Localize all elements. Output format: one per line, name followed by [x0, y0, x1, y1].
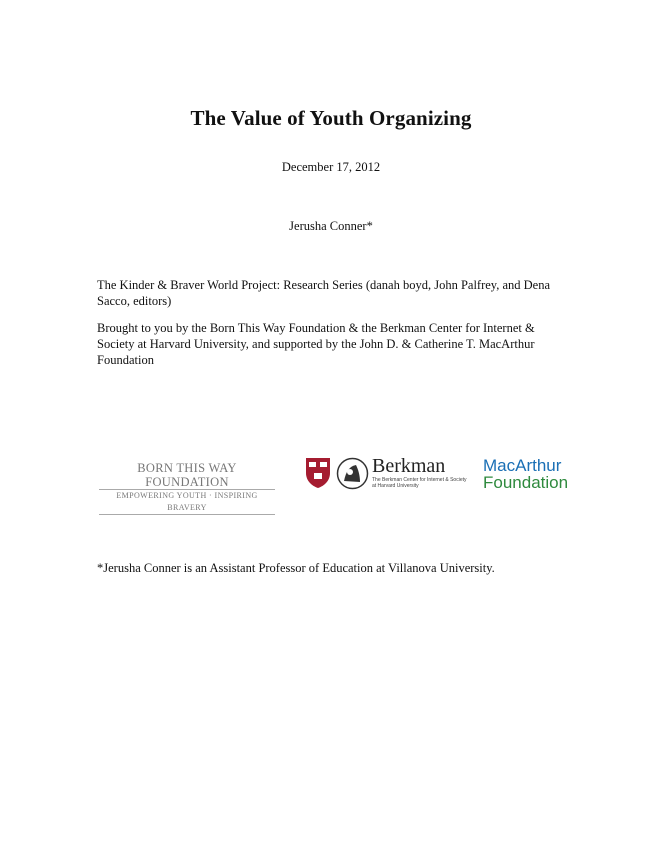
berkman-logo-name: Berkman: [372, 455, 446, 477]
sponsor-paragraph: Brought to you by the Born This Way Foundation & the Berkman Center for Internet & Society at Harvard University, and supported by the John D. & Catherine T. MacArthur Foundation: [97, 321, 535, 367]
born-this-way-logo-name: BORN THIS WAY FOUNDATION: [99, 461, 275, 490]
document-title: The Value of Youth Organizing: [190, 106, 472, 130]
series-paragraph: The Kinder & Braver World Project: Research Series (danah boyd, John Palfrey, and Dena Sacco, editors): [97, 278, 551, 308]
born-this-way-logo-tagline: EMPOWERING YOUTH · INSPIRING BRAVERY: [99, 490, 275, 515]
macarthur-logo-line1: MacArthur: [483, 456, 562, 475]
author-footnote: *Jerusha Conner is an Assistant Professor of Education at Villanova University.: [97, 561, 495, 575]
macarthur-logo-line2: Foundation: [483, 473, 569, 492]
document-date: December 17, 2012: [281, 160, 381, 174]
berkman-logo-subtitle: The Berkman Center for Internet & Society at Harvard University: [372, 477, 467, 489]
macarthur-logo: [483, 457, 568, 491]
born-this-way-logo: [99, 461, 275, 512]
harvard-shield-icon: [305, 457, 331, 489]
berkman-seal-icon: [336, 457, 369, 490]
berkman-logo: [305, 455, 465, 493]
document-author: Jerusha Conner*: [289, 219, 373, 233]
